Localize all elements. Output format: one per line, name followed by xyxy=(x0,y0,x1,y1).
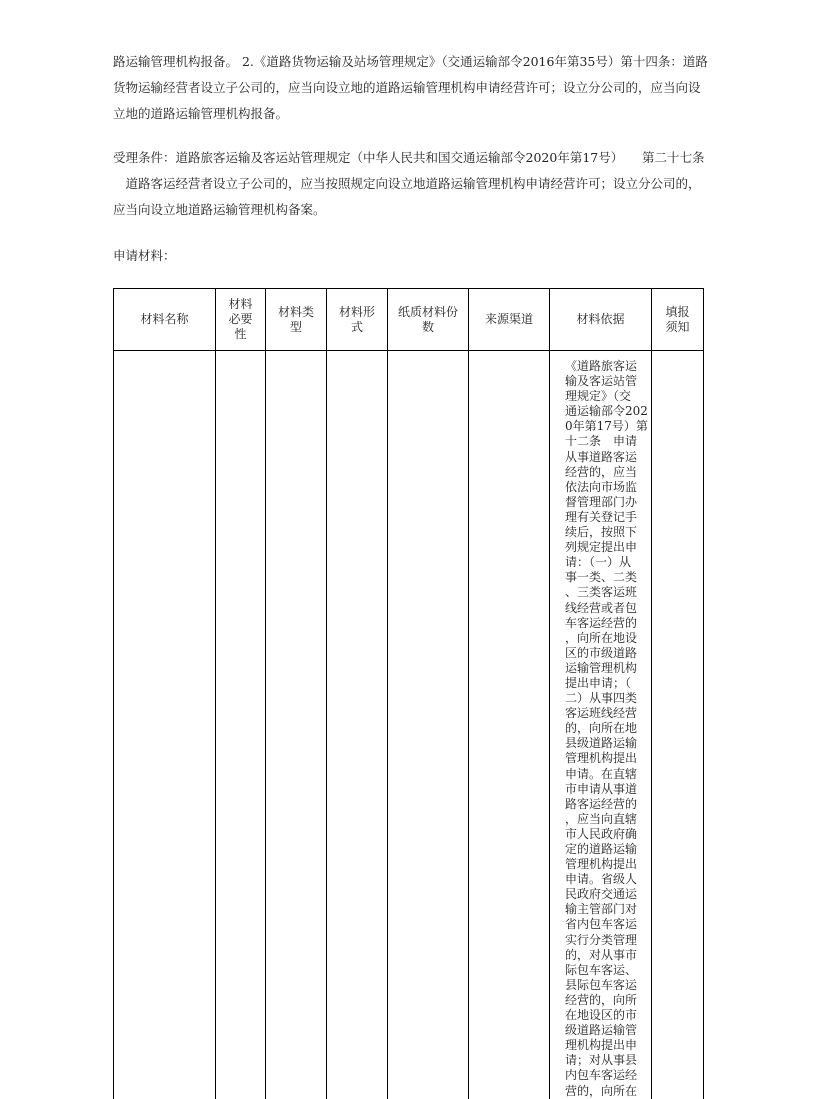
legal-basis-line: 的，向所在地 xyxy=(565,721,638,736)
legal-basis-line: 通运输部令202 xyxy=(565,404,648,419)
legal-basis-line: 请；对从事县 xyxy=(565,1053,638,1068)
legal-basis-line: 提出申请；（ xyxy=(565,675,632,690)
legal-basis-line: 请：（一）从 xyxy=(565,555,632,570)
legal-basis-line: 客运班线经营 xyxy=(565,706,638,721)
cell-source-channel xyxy=(469,351,550,1099)
header-material-form: 材料形 式 xyxy=(327,289,388,351)
legal-basis-line: 输及客运站管 xyxy=(565,374,638,389)
legal-basis-line: 营的，向所在 xyxy=(565,1083,638,1098)
intro-line: 立地的道路运输管理机构报备。 xyxy=(113,106,289,121)
legal-basis-line: 事一类、二类 xyxy=(565,570,638,585)
header-material-type: 材料类 型 xyxy=(266,289,327,351)
cell-material-form xyxy=(327,351,388,1099)
materials-table xyxy=(113,288,704,1099)
legal-basis-line: 际包车客运、 xyxy=(565,962,638,977)
header-legal-basis: 材料依据 xyxy=(550,289,652,351)
legal-basis-line: 实行分类管理 xyxy=(565,932,638,947)
legal-basis-line: 理有关登记手 xyxy=(565,509,638,524)
legal-basis-line: 督管理部门办 xyxy=(565,494,638,509)
legal-basis-line: 列规定提出申 xyxy=(565,540,638,555)
legal-basis-line: 民政府交通运 xyxy=(565,887,638,902)
header-filling-notes: 填报 须知 xyxy=(652,289,704,351)
cell-paper-copies xyxy=(388,351,469,1099)
legal-basis-line: 县际包车客运 xyxy=(565,977,638,992)
legal-basis-line: 理规定》（交 xyxy=(565,389,632,404)
header-source-channel: 来源渠道 xyxy=(469,289,550,351)
legal-basis-line: 运输管理机构 xyxy=(565,660,638,675)
legal-basis-line: 二）从事四类 xyxy=(565,691,638,706)
table-row xyxy=(114,351,704,1099)
table-header-row xyxy=(114,289,704,351)
header-paper-copies: 纸质材料份 数 xyxy=(388,289,469,351)
legal-basis-line: 管理机构提出 xyxy=(565,751,638,766)
legal-basis-line: 车客运经营的 xyxy=(565,615,638,630)
materials-label: 申请材料： xyxy=(113,248,176,263)
legal-basis-line: 、三类客运班 xyxy=(565,585,638,600)
legal-basis-line: 续后，按照下 xyxy=(565,525,638,540)
legal-basis-line: 的，对从事市 xyxy=(565,947,638,962)
cell-material-name xyxy=(114,351,216,1099)
legal-basis-line: 路客运经营的 xyxy=(565,796,638,811)
cell-legal-basis xyxy=(550,351,652,1099)
legal-basis-line: 输主管部门对 xyxy=(565,902,638,917)
legal-basis-line: 在地设区的市 xyxy=(565,1008,638,1023)
intro-paragraph xyxy=(113,49,708,127)
legal-basis-line: 《道路旅客运 xyxy=(565,359,638,373)
legal-basis-line: 线经营或者包 xyxy=(565,600,638,615)
legal-basis-line: 0年第17号）第 xyxy=(565,419,648,434)
legal-basis-line: 从事道路客运 xyxy=(565,449,638,464)
legal-basis-line: 申请。省级人 xyxy=(565,872,638,887)
cell-material-type xyxy=(266,351,327,1099)
legal-basis-line: 内包车客运经 xyxy=(565,1068,638,1083)
legal-basis-line: 市人民政府确 xyxy=(565,826,638,841)
acceptance-line: 应当向设立地道路运输管理机构备案。 xyxy=(113,202,326,217)
legal-basis-line: 市申请从事道 xyxy=(565,781,638,796)
legal-basis-line: 理机构提出申 xyxy=(565,1038,638,1053)
legal-basis-line: 经营的，应当 xyxy=(565,464,638,479)
legal-basis-line: 定的道路运输 xyxy=(565,842,638,856)
acceptance-conditions-paragraph xyxy=(113,145,705,223)
legal-basis-line: 县级道路运输 xyxy=(565,736,638,751)
legal-basis-line: 经营的，向所 xyxy=(565,992,638,1007)
legal-basis-line: 级道路运输管 xyxy=(565,1023,638,1038)
legal-basis-line: 申请。在直辖 xyxy=(565,766,638,781)
header-material-name: 材料名称 xyxy=(114,289,216,351)
header-necessity: 材料 必要 性 xyxy=(216,289,266,351)
intro-line: 货物运输经营者设立子公司的，应当向设立地的道路运输管理机构申请经营许可；设立分公司的，应当向设 xyxy=(113,80,701,95)
intro-line: 路运输管理机构报备。 2.《道路货物运输及站场管理规定》（交通运输部令2016年第35号）第十四条：道路 xyxy=(113,54,708,69)
cell-filling-notes xyxy=(652,351,704,1099)
legal-basis-line: 区的市级道路 xyxy=(565,645,638,660)
legal-basis-text xyxy=(550,351,651,1099)
legal-basis-line: 管理机构提出 xyxy=(565,857,638,872)
legal-basis-line: 十二条 申请 xyxy=(565,434,638,449)
legal-basis-line: 依法向市场监 xyxy=(565,479,638,494)
acceptance-line: 受理条件：道路旅客运输及客运站管理规定（中华人民共和国交通运输部令2020年第17号） 第二十七条 xyxy=(113,150,705,165)
cell-necessity xyxy=(216,351,266,1099)
legal-basis-line: ，向所在地设 xyxy=(565,630,638,645)
acceptance-line: 道路客运经营者设立子公司的，应当按照规定向设立地道路运输管理机构申请经营许可；设立分公司的， xyxy=(113,176,701,191)
legal-basis-line: ，应当向直辖 xyxy=(565,811,638,826)
legal-basis-line: 省内包车客运 xyxy=(565,917,638,932)
